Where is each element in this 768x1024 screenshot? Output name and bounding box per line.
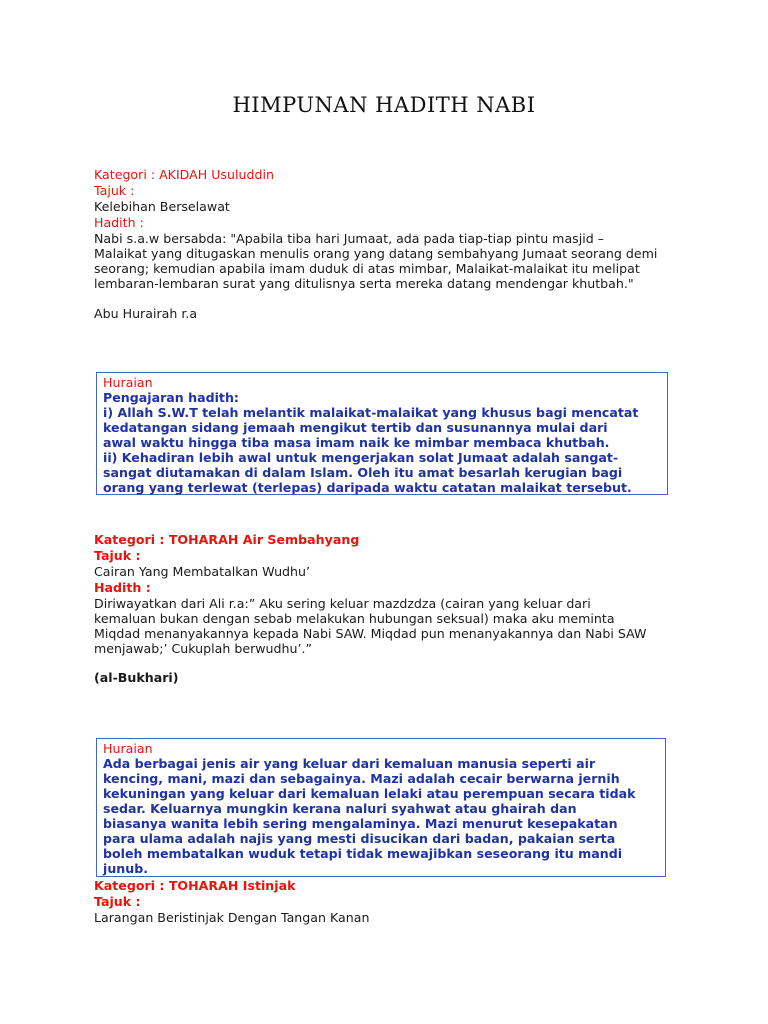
hadith-entry-1 [94, 167, 684, 322]
kategori-label: Kategori : TOHARAH Air Sembahyang [94, 532, 360, 547]
huraian-box-2 [96, 738, 666, 877]
document-title: HIMPUNAN HADITH NABI [232, 93, 536, 117]
hadith-entry-2 [94, 532, 684, 686]
huraian-label: Huraian [103, 741, 153, 756]
hadith-text: Diriwayatkan dari Ali r.a:” Aku sering keluar mazdzdza (cairan yang keluar dari kemaluan bukan dengan sebab melakukan hubungan seksual) maka aku meminta Miqdad menanyakannya kepada Nabi SAW. Miqdad pun menanyakannya dan Nabi SAW menjawab;’ Cukuplah berwudhu’.” [94, 596, 647, 656]
hadith-label: Hadith : [94, 580, 151, 595]
kategori-label: Kategori : TOHARAH Istinjak [94, 878, 296, 893]
tajuk-label: Tajuk : [94, 183, 135, 198]
tajuk-label: Tajuk : [94, 548, 141, 563]
hadith-entry-3 [94, 878, 684, 926]
tajuk-value: Kelebihan Berselawat [94, 199, 230, 214]
huraian-text: Ada berbagai jenis air yang keluar dari kemaluan manusia seperti air kencing, mani, mazi dan sebagainya. Mazi adalah cecair berwarna jernih kekuningan yang keluar dari kemaluan lelaki atau perempuan secara tidak sedar. Keluarnya mungkin kerana naluri syahwat atau ghairah dan biasanya wanita lebih sering mengalaminya. Mazi menurut kesepakatan para ulama adalah najis yang mesti disucikan dari badan, pakaian serta boleh membatalkan wuduk tetapi tidak mewajibkan seseorang itu mandi junub. [103, 756, 636, 876]
huraian-label: Huraian [103, 375, 153, 390]
perawi: (al-Bukhari) [94, 670, 179, 685]
tajuk-value: Larangan Beristinjak Dengan Tangan Kanan [94, 910, 370, 925]
tajuk-label: Tajuk : [94, 894, 141, 909]
kategori-label: Kategori : AKIDAH Usuluddin [94, 167, 274, 182]
huraian-text: Pengajaran hadith: i) Allah S.W.T telah melantik malaikat-malaikat yang khusus bagi mencatat kedatangan sidang jemaah mengikut tertib dan susunannya mulai dari awal waktu hingga tiba masa imam naik ke mimbar membaca khutbah. ii) Kehadiran lebih awal untuk mengerjakan solat Jumaat adalah sangat- sangat diutamakan di dalam Islam. Oleh itu amat besarlah kerugian bagi orang yang terlewat (terlepas) daripada waktu catatan malaikat tersebut. [103, 390, 639, 495]
perawi: Abu Hurairah r.a [94, 306, 198, 321]
huraian-box-1 [96, 372, 668, 495]
tajuk-value: Cairan Yang Membatalkan Wudhu’ [94, 564, 311, 579]
hadith-label: Hadith : [94, 215, 144, 230]
hadith-text: Nabi s.a.w bersabda: "Apabila tiba hari Jumaat, ada pada tiap-tiap pintu masjid – Malaikat yang ditugaskan menulis orang yang datang sembahyang Jumaat seorang demi seorang; kemudian apabila imam duduk di atas mimbar, Malaikat-malaikat itu melipat lembaran-lembaran surat yang ditulisnya serta mereka datang mendengar khutbah." [94, 231, 658, 291]
